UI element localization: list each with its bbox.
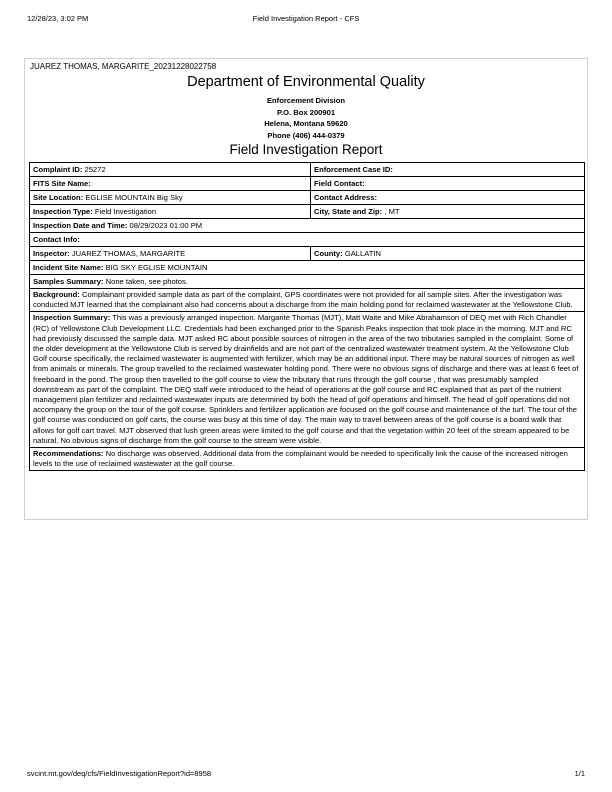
field-label: Contact Info: (33, 235, 80, 244)
table-row (30, 205, 585, 219)
inspection-summary-text: This was a previously arranged inspection. Margarite Thomas (MJT), Matt Waite and Mike Abrahamson of DEQ met with Rich Chandler (RC) of Yellowstone Club Development LLC. Credentials had been exchanged prior to the Spanish Peaks inspection that took place in the morning. MJT and RC had previously discussed the sample data. MJT asked RC about possible sources of nitrogen in the area of the two tributaries sampled in the complaint. Some of the older development at the Yellowstone Club is served by drainfields and are not part of the centralized wastewater treatment system. At the Yellowstone Club Golf course specifically, the reclaimed wastewater is augmented with fertilizer, which may be an additional input. There may be natural sources of nitrogen as well from animals or minerals. The group travelled to the reclaimed wastewater holding pond. There were no obvious signs of discharge and there was at least 6 feet of freeboard in the pond. The group then travelled to the golf course to view the tributary that runs through the golf course , that was presumably sampled downstream as part of the complaint. The DEQ staff were introduced to the head of operations at the golf course and RC explained that as part of the nutrient management plan fertilizer and reclaimed wastewater inputs are determined by both the head of golf operations and himself. The head of golf operations did not accompany the group on the tour of the golf course. Sprinklers and fertilizer application are focused on the golf course and maintenance of the turf. The tour of the golf course was conducted on golf carts, the course was busy at this time of day. The main way to travel between areas of the golf course is a board walk that allows for golf cart travel. MJT observed that lush green areas were limited to the golf course and that the vegetation within 20 feet of the stream appeared to be natural. No obvious signs of discharge from the golf course to the stream were visible. (33, 313, 579, 445)
county-cell (311, 247, 585, 261)
report-table (29, 162, 585, 471)
site-location-value: EGLISE MOUNTAIN Big Sky (85, 193, 183, 202)
phone: Phone (406) 444-0379 (267, 130, 345, 140)
field-label: Field Contact: (314, 179, 365, 188)
table-row (30, 163, 585, 177)
background-cell (30, 289, 585, 312)
contact-address-cell (311, 191, 585, 205)
field-label: Recommendations: (33, 449, 104, 459)
field-label: Contact Address: (314, 193, 378, 202)
print-header (27, 14, 585, 24)
recommendations-cell (30, 448, 585, 471)
table-row (30, 191, 585, 205)
city-state-zip-value: , MT (384, 207, 400, 216)
city: Helena, Montana 59620 (264, 119, 348, 128)
enforcement-case-id-cell (311, 163, 585, 177)
contact-info-cell (30, 233, 585, 247)
complaint-id-cell (30, 163, 311, 177)
report-sheet (24, 58, 588, 520)
table-row (30, 448, 585, 471)
report-title: Field Investigation Report (229, 142, 383, 157)
field-label: Enforcement Case ID: (314, 165, 393, 174)
department-name: Department of Environmental Quality (187, 74, 425, 90)
division: Enforcement Division (266, 96, 346, 105)
print-datetime: 12/28/23, 3:02 PM (27, 14, 89, 23)
city-state-zip-cell (311, 205, 585, 219)
field-contact-cell (311, 177, 585, 191)
samples-summary-cell (30, 275, 585, 289)
inspection-datetime-value: 08/29/2023 01:00 PM (129, 221, 203, 230)
incident-site-name-cell (30, 261, 585, 275)
inspection-datetime-cell (30, 219, 585, 233)
field-label: Site Location: (33, 193, 84, 202)
field-label: Samples Summary: (33, 277, 104, 286)
recommendations-text: No discharge was observed. Additional data from the complainant would be needed to specifically link the cause of the increased nitrogen levels to the use of reclaimed wastewater at the golf course. (33, 449, 568, 469)
inspection-summary-cell (30, 312, 585, 448)
file-id: JUAREZ THOMAS, MARGARITE_20231228022758 (30, 62, 217, 71)
field-label: Inspector: (33, 249, 70, 258)
table-row (30, 233, 585, 247)
site-location-cell (30, 191, 311, 205)
field-label: Inspection Summary: (33, 313, 111, 323)
fits-site-name-cell (30, 177, 311, 191)
field-label: Complaint ID: (33, 165, 83, 174)
background-text: Complainant provided sample data as part of the complaint, GPS coordinates were not provided for all sample sites. After the investigation was conducted MJT learned that the complainant also had concerns about a discharge from the main holding pond for reclaimed wastewater at the Yellowstone Club. (33, 290, 573, 310)
inspection-type-cell (30, 205, 311, 219)
inspector-cell (30, 247, 311, 261)
table-row (30, 289, 585, 312)
county-value: GALLATIN (344, 249, 381, 258)
field-label: County: (314, 249, 343, 258)
complaint-id-value: 25272 (84, 165, 106, 174)
inspector-value: JUAREZ THOMAS, MARGARITE (71, 249, 186, 258)
print-footer (27, 769, 585, 779)
inspection-type-value: Field Investigation (94, 207, 157, 216)
field-label: Inspection Type: (33, 207, 93, 216)
incident-site-name-value: BIG SKY EGLISE MOUNTAIN (105, 263, 208, 272)
field-label: Incident Site Name: (33, 263, 104, 272)
table-row (30, 177, 585, 191)
table-row (30, 275, 585, 289)
field-label: City, State and Zip: (314, 207, 383, 216)
table-row (30, 219, 585, 233)
po-box: P.O. Box 200901 (276, 107, 336, 117)
page-number: 1/1 (574, 769, 585, 778)
field-label: Inspection Date and Time: (33, 221, 128, 230)
samples-summary-value: None taken, see photos. (105, 277, 188, 286)
department-address (25, 95, 587, 141)
page-url: svcint.mt.gov/deq/cfs/FieldInvestigationReport?id=8958 (27, 769, 212, 778)
field-label: FITS Site Name: (33, 179, 91, 188)
table-row (30, 247, 585, 261)
table-row (30, 312, 585, 448)
field-label: Background: (33, 290, 80, 299)
print-page-title: Field Investigation Report - CFS (252, 14, 360, 23)
table-row (30, 261, 585, 275)
